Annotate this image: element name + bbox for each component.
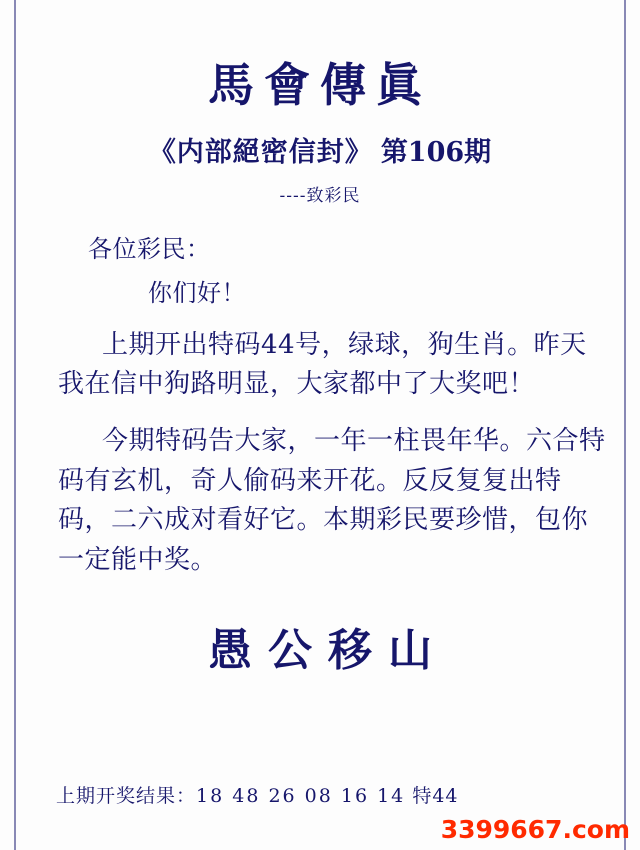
slogan-text: 愚公移山 [208,625,448,677]
paragraph-2: 今期特码告大家，一年一柱畏年华。六合特码有玄机，奇人偷码来开花。反反复复出特码，二六成对看好它。本期彩民要珍惜，包你一定能中奖。 [58,426,606,575]
document-title: 馬會傳眞 [208,58,432,112]
result-numbers: 18 48 26 08 16 14 [196,785,406,807]
result-special-number: 特44 [412,785,459,807]
subtitle-bracketed-text: 《内部絕密信封》 [148,137,373,168]
left-border-line [14,0,16,850]
site-watermark: 3399667.com [440,815,630,844]
greeting-line-1: 各位彩民： [88,235,211,263]
letter-body [0,232,640,580]
addressee-line: ----致彩民 [279,186,361,206]
result-label: 上期开奖结果： [56,785,197,807]
issue-number: 第106期 [380,137,492,168]
previous-draw-result [56,781,459,808]
right-border-line [624,0,626,850]
greeting-line-2: 你们好！ [148,279,246,308]
paragraph-1: 上期开出特码44号，绿球，狗生肖。昨天我在信中狗路明显，大家都中了大奖吧！ [58,330,587,400]
document-subtitle [0,130,640,169]
